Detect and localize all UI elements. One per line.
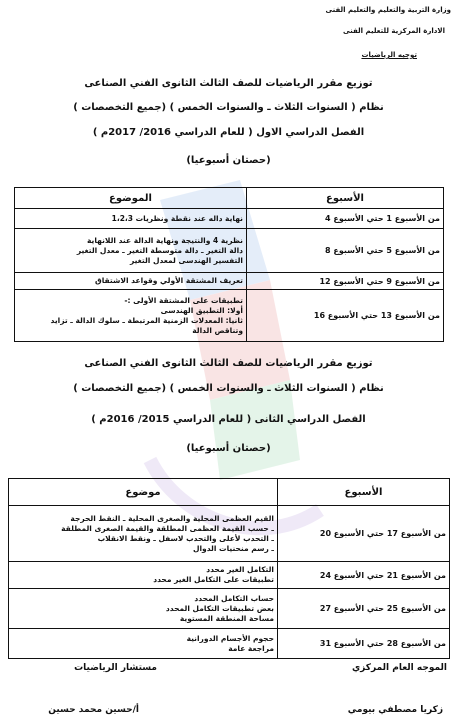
schedule-table-term1: [14, 187, 444, 342]
section2-periods: (حصتان أسبوعيا): [186, 443, 271, 454]
section1-periods: (حصتان أسبوعيا): [186, 155, 271, 166]
week-cell: من الأسبوع 21 حتي الأسبوع 24: [278, 562, 450, 589]
table-row: [15, 209, 444, 229]
department-name: توجيه الرياضيات: [361, 51, 417, 59]
schedule-table-term2: [8, 478, 450, 659]
column-header-topic: الموضوع: [15, 188, 247, 209]
topic-cell: التكامل الغير محدد تطبيقات على التكامل الغير محدد: [9, 562, 278, 589]
week-cell: من الأسبوع 13 حتي الأسبوع 16: [247, 290, 444, 342]
topic-cell: تعريف المشتقة الأولي وقواعد الاشتقاق: [15, 273, 247, 290]
column-header-week: الأسبوع: [278, 479, 450, 506]
topic-cell: حجوم الأجسام الدورانية مراجعة عامة: [9, 629, 278, 659]
table-row: [9, 629, 450, 659]
section2-title: توزيع مقرر الرياضيات للصف الثالث الثانوى الفني الصناعى: [84, 358, 373, 369]
week-cell: من الأسبوع 9 حتي الأسبوع 12: [247, 273, 444, 290]
table-row: [15, 273, 444, 290]
column-header-week: الأسبوع: [247, 188, 444, 209]
signature-left-name: أ/حسين محمد حسين: [48, 705, 139, 715]
table-row: [9, 506, 450, 562]
table-row: [15, 290, 444, 342]
table-row: [9, 589, 450, 629]
signature-right-name: زكريا مصطفي بيومي: [347, 705, 443, 715]
week-cell: من الأسبوع 5 حتي الأسبوع 8: [247, 229, 444, 273]
topic-cell: نهاية داله عند نقطة ونظريات 1،2،3: [15, 209, 247, 229]
topic-cell: القيم العظمى المحلية والصغرى المحلية ـ النقط الحرجة ـ حسب القيمة العظمى المطلقة والقيمة الصغرى المطلقة ـ التحدب لأعلى والتحدب لاسفل ـ ونقط الانقلاب ـ رسم منحنيات الدوال: [9, 506, 278, 562]
table-row: [9, 562, 450, 589]
section2-system: نظام ( السنوات الثلاث ـ والسنوات الخمس ) (جميع التخصصات ): [73, 383, 384, 394]
week-cell: من الأسبوع 28 حتي الأسبوع 31: [278, 629, 450, 659]
topic-cell: تطبيقات على المشتقة الأولى :- أولا: التطبيق الهندسى ثانيا: المعدلات الزمنية المرتبطة ـ سلوك الدالة ـ تزايد وتناقص الدالة: [15, 290, 247, 342]
week-cell: من الأسبوع 1 حتي الأسبوع 4: [247, 209, 444, 229]
administration-name: الادارة المركزية للتعليم الفنى: [343, 27, 445, 35]
table-row: [15, 229, 444, 273]
ministry-name: وزارة التربية والتعليم والتعليم الفنى: [325, 6, 451, 14]
section1-title: توزيع مقرر الرياضيات للصف الثالث الثانوى الفني الصناعى: [84, 78, 373, 89]
column-header-topic: موضوع: [9, 479, 278, 506]
week-cell: من الأسبوع 25 حتي الأسبوع 27: [278, 589, 450, 629]
topic-cell: نظرية 4 والنتيجة ونهاية الدالة عند اللانهاية دالة التغير ـ دالة متوسطة التغير ـ معدل التغير التفسير الهندسى لمعدل التغير: [15, 229, 247, 273]
section1-system: نظام ( السنوات الثلاث ـ والسنوات الخمس ) (جميع التخصصات ): [73, 102, 384, 113]
signature-left-title: مستشار الرياضيات: [74, 663, 157, 673]
topic-cell: حساب التكامل المحدد بعض تطبيقات التكامل المحدد مساحة المنطقة المستوية: [9, 589, 278, 629]
section1-term: الفصل الدراسي الاول ( للعام الدراسي 2016/ 2017م ): [92, 127, 365, 138]
section2-term: الفصل الدراسي الثانى ( للعام الدراسي 2015/ 2016م ): [91, 414, 366, 425]
week-cell: من الأسبوع 17 حتي الأسبوع 20: [278, 506, 450, 562]
signature-right-title: الموجه العام المركزي: [351, 663, 447, 673]
